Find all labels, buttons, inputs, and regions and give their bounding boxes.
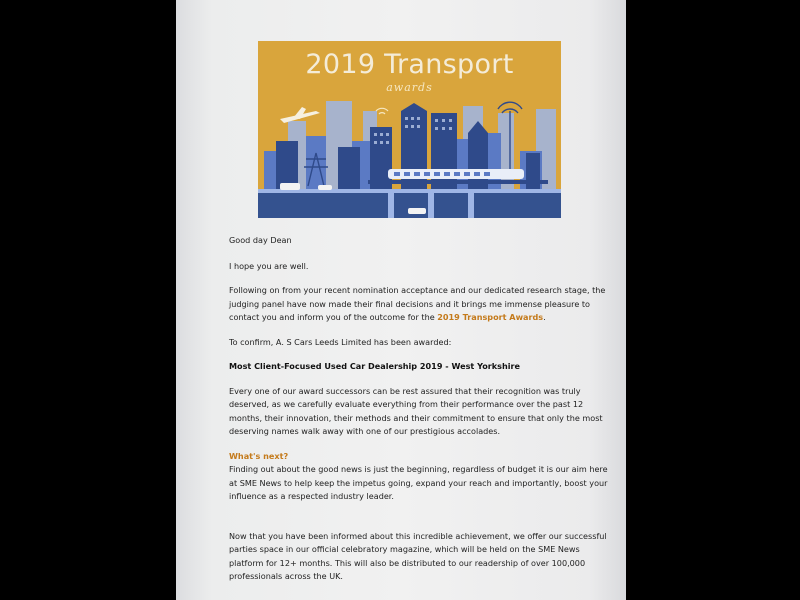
banner-title: 2019 Transport	[305, 49, 514, 80]
confirmation-line: To confirm, A. S Cars Leeds Limited has been awarded:	[229, 336, 452, 347]
paragraph-next-steps: Finding out about the good news is just the beginning, regardless of budget it is our aim here at SME News to help keep the impetus going, expand your reach and importantly, boost your influence as a respected industry leader.	[229, 464, 608, 501]
awards-name-highlight: 2019 Transport Awards	[437, 312, 544, 322]
paragraph-recognition: Every one of our award successors can be rest assured that their recognition was truly deserved, as we carefully evaluate everything from their performance over the past 12 months, their innovation, their methods and their commitment to ensure that only the most deserving names walk away with one of our prestigious accolades.	[229, 385, 603, 436]
letter-paper	[176, 0, 626, 600]
wellwish-line: I hope you are well.	[229, 260, 309, 271]
paragraph-nomination-text: Following on from your recent nomination acceptance and our dedicated research stage, the judging panel have now made their final decisions and it brings me immense pleasure to contact you and inform you of the outcome for the	[229, 285, 606, 322]
greeting: Good day Dean	[229, 235, 292, 245]
transport-awards-banner	[258, 41, 561, 218]
whats-next-heading: What's next?	[229, 450, 289, 461]
letter-body	[229, 234, 609, 584]
paragraph-nomination-end: .	[543, 312, 546, 322]
paragraph-magazine-offer: Now that you have been informed about this incredible achievement, we offer our successful parties space in our official celebratory magazine, which will be held on the SME News platform for 12+ months. This will also be distributed to our readership of over 100,000 professionals across the UK.	[229, 530, 607, 581]
paragraph-nomination	[229, 284, 609, 325]
award-title: Most Client-Focused Used Car Dealership 2019 - West Yorkshire	[229, 361, 520, 371]
banner-subtitle: awards	[386, 81, 433, 94]
